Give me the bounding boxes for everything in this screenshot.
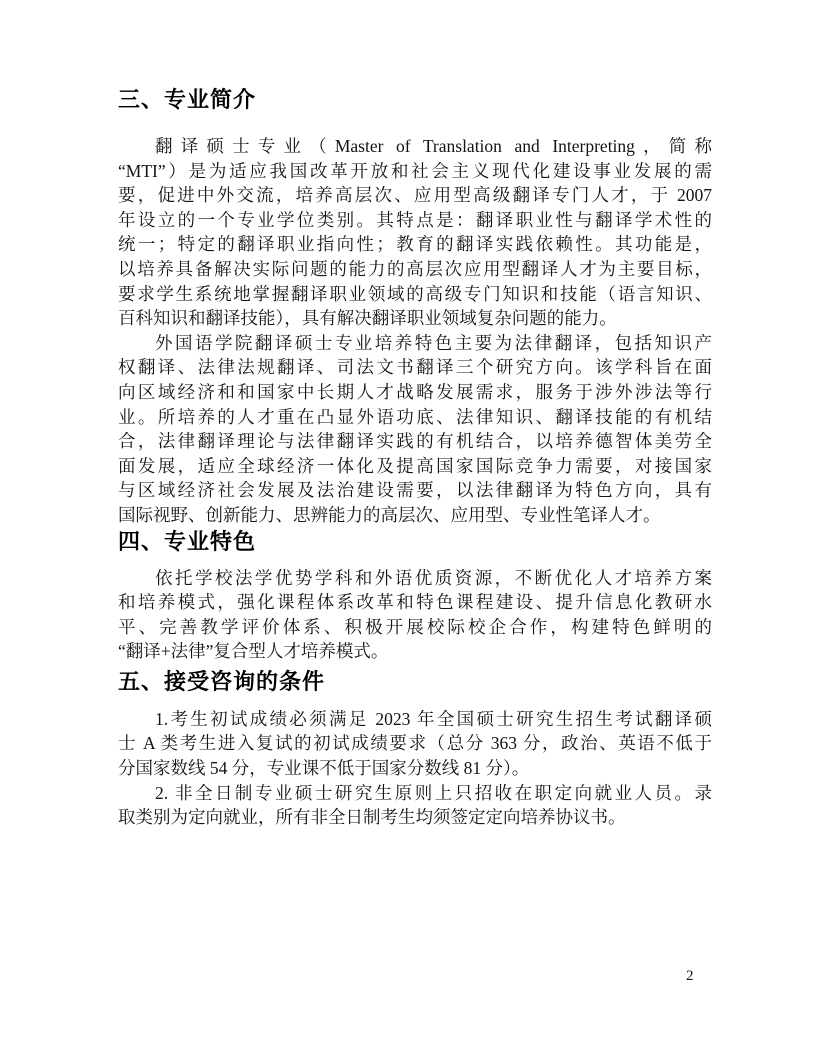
text-line: 业。所培养的人才重在凸显外语功底、法律知识、翻译技能的有机结 (118, 406, 712, 427)
text-line: 向区域经济和和国家中长期人才战略发展需求，服务于涉外涉法等行 (118, 381, 712, 402)
text-line: 国际视野、创新能力、思辨能力的高层次、应用型、专业性笔译人才。 (118, 504, 661, 525)
paragraph-program-features (118, 566, 712, 664)
section-heading-program-features: 四、专业特色 (118, 529, 257, 555)
text-line: 百科知识和翻译技能），具有解决翻译职业领域复杂问题的能力。 (118, 308, 617, 329)
text-line: “MTI”）是为适应我国改革开放和社会主义现代化建设事业发展的需 (118, 160, 712, 181)
text-line: 取类别为定向就业，所有非全日制考生均须签定定向培养协议书。 (118, 807, 626, 828)
paragraph-program-introduction-1 (118, 134, 712, 331)
text-line: 2. 非全日制专业硕士研究生原则上只招收在职定向就业人员。录 (155, 782, 712, 803)
text-line: 1.考生初试成绩必须满足 2023 年全国硕士研究生招生考试翻译硕 (155, 708, 712, 729)
text-line: “翻译+法律”复合型人才培养模式。 (118, 641, 389, 662)
text-line: 统一；特定的翻译职业指向性；教育的翻译实践依赖性。其功能是， (118, 234, 712, 255)
text-line: 士 A 类考生进入复试的初试成绩要求（总分 363 分，政治、英语不低于 (118, 733, 712, 754)
section-heading-program-introduction: 三、专业简介 (118, 88, 257, 113)
page-content (118, 88, 712, 830)
text-line: 面发展，适应全球经济一体化及提高国家国际竞争力需要，对接国家 (118, 455, 712, 476)
text-line: 年设立的一个专业学位类别。其特点是：翻译职业性与翻译学术性的 (118, 209, 712, 230)
text-line: 和培养模式，强化课程体系改革和特色课程建设、提升信息化教研水 (118, 592, 712, 613)
text-line: 平、完善教学评价体系、积极开展校际校企合作，构建特色鲜明的 (118, 616, 712, 637)
text-line: 要，促进中外交流，培养高层次、应用型高级翻译专门人才，于 2007 (118, 185, 712, 206)
paragraph-condition-1 (118, 707, 712, 781)
text-line: 翻译硕士专业（Master of Translation and Interpreting，简称 (155, 136, 712, 156)
page-number: 2 (686, 968, 694, 984)
text-line: 外国语学院翻译硕士专业培养特色主要为法律翻译，包括知识产 (155, 332, 712, 353)
text-line: 与区域经济社会发展及法治建设需要，以法律翻译为特色方向，具有 (118, 480, 712, 501)
text-line: 以培养具备解决实际问题的能力的高层次应用型翻译人才为主要目标， (118, 258, 712, 279)
text-line: 依托学校法学优势学科和外语优质资源，不断优化人才培养方案 (155, 567, 712, 588)
paragraph-program-introduction-2 (118, 331, 712, 528)
text-line: 要求学生系统地掌握翻译职业领域的高级专门知识和技能（语言知识、 (118, 283, 712, 304)
text-line: 合，法律翻译理论与法律翻译实践的有机结合，以培养德智体美劳全 (118, 431, 712, 452)
text-line: 权翻译、法律法规翻译、司法文书翻译三个研究方向。该学科旨在面 (118, 357, 712, 378)
text-line: 分国家数线 54 分，专业课不低于国家分数线 81 分）。 (118, 758, 530, 779)
paragraph-condition-2 (118, 781, 712, 830)
section-heading-consultation-conditions: 五、接受咨询的条件 (118, 669, 326, 695)
